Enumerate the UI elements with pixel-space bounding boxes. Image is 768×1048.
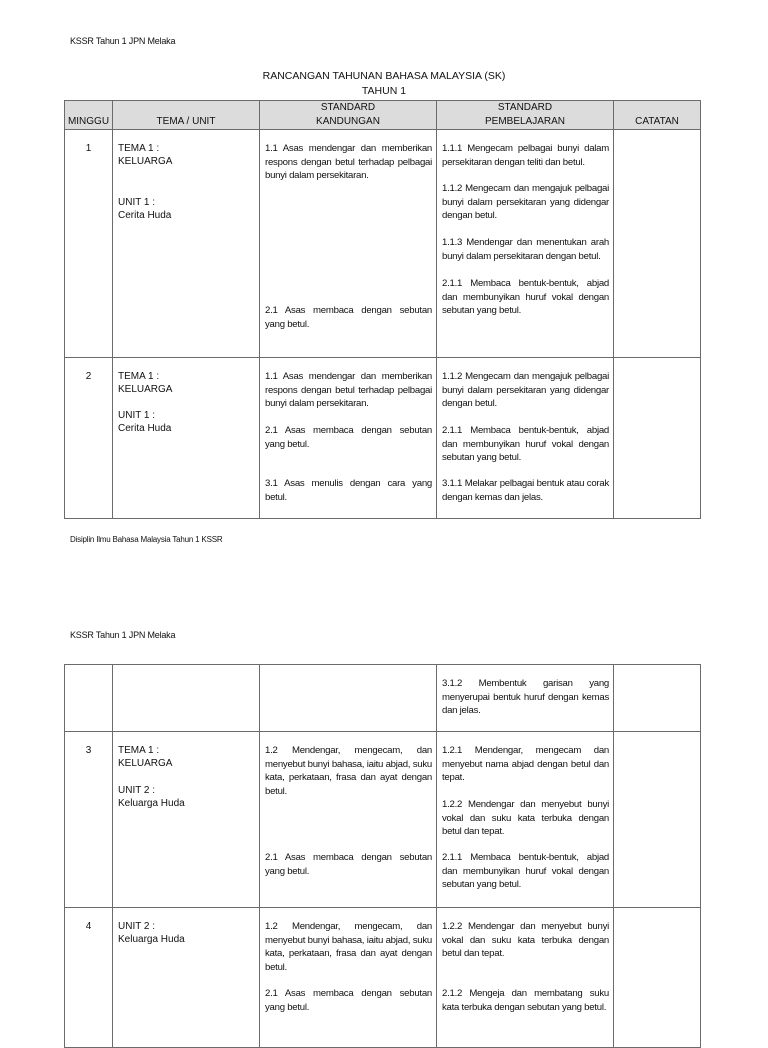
header-minggu: MINGGU	[65, 101, 113, 130]
unit-name: Keluarga Huda	[118, 798, 185, 809]
header-sk-line1: STANDARD	[320, 102, 376, 113]
header-sp-line2: PEMBELAJARAN	[484, 115, 566, 127]
unit-label: UNIT 1 :	[118, 197, 156, 208]
sp-item: 1.1.2 Mengecam dan mengajuk pelbagai bunyi dalam persekitaran yang didengar dengan betul.	[442, 183, 609, 221]
catatan-cell	[614, 908, 701, 1048]
catatan-cell	[614, 358, 701, 519]
standard-pembelajaran-cell	[437, 732, 614, 908]
table-header-row	[65, 101, 701, 130]
week-number: 4	[65, 908, 113, 1048]
table-row	[65, 665, 701, 732]
table-row	[65, 130, 701, 358]
tema-name: KELUARGA	[118, 156, 173, 167]
standard-pembelajaran-cell	[437, 908, 614, 1048]
header-sp-line1: STANDARD	[497, 102, 553, 113]
sp-item: 1.2.2 Mendengar dan menyebut bunyi vokal dan suku kata terbuka dengan betul dan tepat.	[442, 799, 609, 837]
sk-item: 1.2 Mendengar, mengecam, dan menyebut bunyi bahasa, iaitu abjad, suku kata, perkataan, frasa dan ayat dengan betul.	[265, 921, 432, 973]
tema-cell	[113, 130, 260, 358]
table-row	[65, 908, 701, 1048]
standard-kandungan-cell	[260, 908, 437, 1048]
sk-item: 1.1 Asas mendengar dan memberikan respons dengan betul terhadap pelbagai bunyi dalam persekitaran.	[265, 143, 432, 181]
page-footer: Disiplin Ilmu Bahasa Malaysia Tahun 1 KSSR	[70, 535, 223, 544]
unit-name: Cerita Huda	[118, 423, 172, 434]
sk-item: 2.1 Asas membaca dengan sebutan yang betul.	[265, 305, 432, 330]
standard-pembelajaran-cell	[437, 665, 614, 732]
sp-item: 2.1.2 Mengeja dan membatang suku kata terbuka dengan sebutan yang betul.	[442, 988, 609, 1013]
header-standard-pembelajaran	[437, 101, 614, 130]
unit-label: UNIT 2 :	[118, 921, 156, 932]
sp-item: 1.1.2 Mengecam dan mengajuk pelbagai bunyi dalam persekitaran yang didengar dengan betul.	[442, 371, 609, 409]
week-number	[65, 665, 113, 732]
sk-item: 2.1 Asas membaca dengan sebutan yang betul.	[265, 852, 432, 877]
header-sk-line2: KANDUNGAN	[316, 115, 380, 127]
standard-pembelajaran-cell	[437, 130, 614, 358]
sp-item: 1.2.2 Mendengar dan menyebut bunyi vokal dan suku kata terbuka dengan betul dan tepat.	[442, 921, 609, 959]
sp-item: 3.1.2 Membentuk garisan yang menyerupai bentuk huruf dengan kemas dan jelas.	[442, 678, 609, 716]
standard-kandungan-cell	[260, 358, 437, 519]
sp-item: 3.1.1 Melakar pelbagai bentuk atau corak dengan kemas dan jelas.	[442, 478, 609, 503]
plan-table-page1	[64, 100, 701, 519]
tema-cell	[113, 665, 260, 732]
sk-item: 1.1 Asas mendengar dan memberikan respons dengan betul terhadap pelbagai bunyi dalam persekitaran.	[265, 371, 432, 409]
sp-item: 2.1.1 Membaca bentuk-bentuk, abjad dan membunyikan huruf vokal dengan sebutan yang betul.	[442, 425, 609, 463]
week-number: 2	[65, 358, 113, 519]
sp-item: 1.2.1 Mendengar, mengecam dan menyebut nama abjad dengan betul dan tepat.	[442, 745, 609, 783]
sp-item: 2.1.1 Membaca bentuk-bentuk, abjad dan membunyikan huruf vokal dengan sebutan yang betul.	[442, 852, 609, 890]
header-tema: TEMA / UNIT	[113, 101, 260, 130]
header-catatan: CATATAN	[614, 101, 701, 130]
sp-item: 2.1.1 Membaca bentuk-bentuk, abjad dan membunyikan huruf vokal dengan sebutan yang betul.	[442, 278, 609, 316]
table-row	[65, 732, 701, 908]
tema-label: TEMA 1 :	[118, 143, 160, 154]
week-number: 1	[65, 130, 113, 358]
sk-item: 3.1 Asas menulis dengan cara yang betul.	[265, 478, 432, 503]
tema-cell	[113, 358, 260, 519]
unit-label: UNIT 1 :	[118, 410, 156, 421]
sp-item: 1.1.1 Mengecam pelbagai bunyi dalam persekitaran dengan teliti dan betul.	[442, 143, 609, 168]
unit-label: UNIT 2 :	[118, 785, 156, 796]
standard-kandungan-cell	[260, 665, 437, 732]
unit-name: Keluarga Huda	[118, 934, 185, 945]
plan-table-page2	[64, 664, 701, 1048]
unit-name: Cerita Huda	[118, 210, 172, 221]
sk-item: 2.1 Asas membaca dengan sebutan yang betul.	[265, 425, 432, 450]
catatan-cell	[614, 665, 701, 732]
page-header: KSSR Tahun 1 JPN Melaka	[70, 36, 176, 46]
tema-cell	[113, 732, 260, 908]
sk-item: 2.1 Asas membaca dengan sebutan yang betul.	[265, 988, 432, 1013]
catatan-cell	[614, 130, 701, 358]
tema-name: KELUARGA	[118, 758, 173, 769]
standard-kandungan-cell	[260, 732, 437, 908]
tema-label: TEMA 1 :	[118, 745, 160, 756]
sp-item: 1.1.3 Mendengar dan menentukan arah bunyi dalam persekitaran dengan betul.	[442, 237, 609, 262]
document-subtitle: TAHUN 1	[361, 85, 407, 97]
catatan-cell	[614, 732, 701, 908]
table-row	[65, 358, 701, 519]
tema-name: KELUARGA	[118, 384, 173, 395]
standard-pembelajaran-cell	[437, 358, 614, 519]
tema-cell	[113, 908, 260, 1048]
page-header-2: KSSR Tahun 1 JPN Melaka	[70, 630, 176, 640]
header-standard-kandungan	[260, 101, 437, 130]
document-title: RANCANGAN TAHUNAN BAHASA MALAYSIA (SK)	[262, 70, 506, 82]
tema-label: TEMA 1 :	[118, 371, 160, 382]
sk-item: 1.2 Mendengar, mengecam, dan menyebut bunyi bahasa, iaitu abjad, suku kata, perkataan, frasa dan ayat dengan betul.	[265, 745, 432, 797]
week-number: 3	[65, 732, 113, 908]
standard-kandungan-cell	[260, 130, 437, 358]
